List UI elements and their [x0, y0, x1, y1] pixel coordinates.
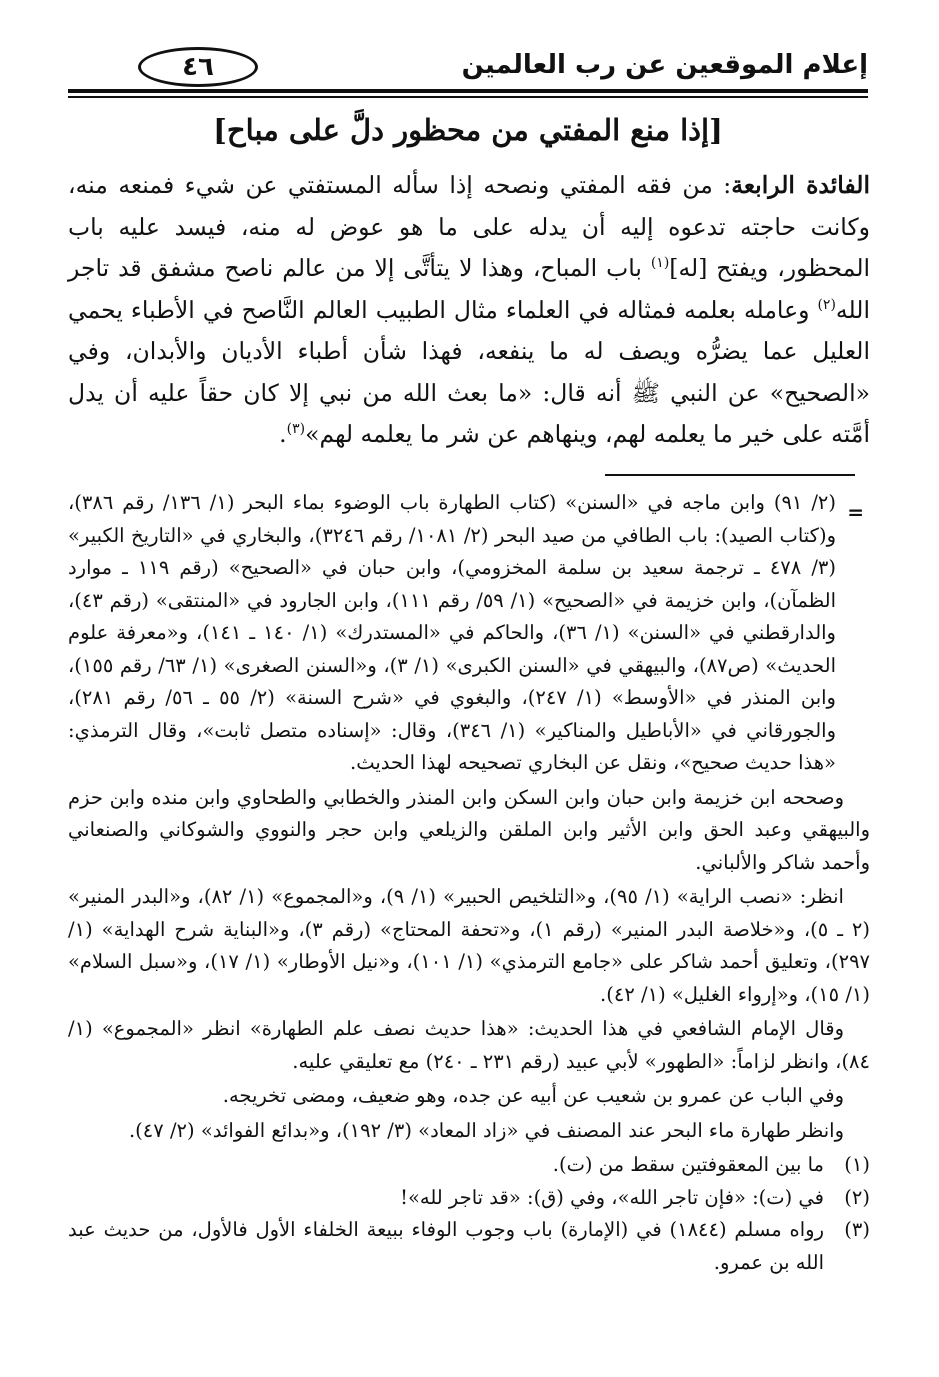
footnote-divider [605, 474, 855, 476]
footnote-ref-3: (٣) [286, 421, 306, 438]
footnote-item [68, 1182, 870, 1215]
header-rule-thin [68, 96, 868, 98]
footnote-item [68, 1149, 870, 1182]
footnote-text: رواه مسلم (١٨٤٤) في (الإمارة) باب وجوب الوفاء ببيعة الخلفاء الأول فالأول، من حديث عبد الله بن عمرو. [68, 1218, 825, 1274]
continuation-mark: = [847, 500, 864, 524]
footnote-number: (٣) [844, 1218, 870, 1241]
text-run: وعامله بعلمه فمثاله في العلماء مثال الطبيب العالم النَّاصح في الأطباء يحمي العليل عما يضرُّه ويصف له ما ينفعه، فهذا شأن أطباء الأديان والأبدان، وفي «الصحيح» عن النبي ﷺ أنه قال: «ما بعث الله من نبي إلا كان حقاً عليه أن يدل أمَّته على خير ما يعلمه لهم، وينهاهم عن شر ما يعلمه لهم» [68, 295, 870, 448]
note-paragraph: وفي الباب عن عمرو بن شعيب عن أبيه عن جده، وهو ضعيف، ومضى تخريجه. [222, 1084, 844, 1107]
footnotes-area [68, 487, 870, 1279]
note-paragraph: وقال الإمام الشافعي في هذا الحديث: «هذا حديث نصف علم الطهارة» انظر «المجموع» (١/ ٨٤)، وانظر لزاماً: «الطهور» لأبي عبيد (رقم ٢٣١ ـ ٢٤٠) مع تعليقي عليه. [68, 1017, 870, 1073]
text-run: : من فقه المفتي ونصحه إذا سأله المستفتي عن شيء فمنعه منه، وكانت حاجته تدعوه إليه أن يدله على ما هو عوض له منه، فيسد عليه باب المحظور، ويفتح [له] [68, 171, 871, 282]
footnote-text: في (ت): «فإن تاجر الله»، وفي (ق): «قد تاجر لله»! [400, 1185, 824, 1209]
footnote-text: ما بين المعقوفتين سقط من (ت). [552, 1153, 824, 1176]
text-run: باب المباح، وهذا لا يتأتَّى إلا من عالم ناصح مشفق قد تاجر الله [68, 254, 870, 324]
note-continued: (٢/ ٩١) وابن ماجه في «السنن» (كتاب الطهارة باب الوضوء بماء البحر (١/ ١٣٦/ رقم ٣٨٦)، و(كتاب الصيد): باب الطافي من صيد البحر (٢/ ١٠٨١/ رقم ٣٢٤٦)، والبخاري في «التاريخ الكبير» (٣/ ٤٧٨ ـ ترجمة سعيد بن سلمة المخزومي)، وابن حبان في «الصحيح» (رقم ١١٩ ـ موارد الظمآن)، وابن خزيمة في «الصحيح» (١/ ٥٩/ رقم ١١١)، وابن الجارود في «المنتقى» (رقم ٤٣)، والدارقطني في «السنن» (١/ ٣٦)، والحاكم في «المستدرك» (١/ ١٤٠ ـ ١٤١)، و«معرفة علوم الحديث» (ص٨٧)، والبيهقي في «السنن الكبرى» (١/ ٣)، و«السنن الصغرى» (١/ ٦٣/ رقم ١٥٥)، وابن المنذر في «الأوسط» (١/ ٢٤٧)، والبغوي في «شرح السنة» (٢/ ٥٥ ـ ٥٦/ رقم ٢٨١)، والجورقاني في «الأباطيل والمناكير» (١/ ٣٤٦)، وقال: «إسناده متصل ثابت»، وقال الترمذي: «هذا حديث صحيح»، ونقل عن البخاري تصحيحه لهذا الحديث. [68, 491, 836, 774]
footnote-number: (١) [844, 1153, 870, 1176]
page-header [68, 40, 868, 95]
book-title: إعلام الموقعين عن رب العالمين [461, 50, 868, 80]
footnote-ref-2: (٢) [817, 296, 836, 313]
footnote-item [68, 1214, 870, 1279]
section-title: [إذا منع المفتي من محظور دلَّ على مباح] [213, 113, 723, 147]
note-paragraph: انظر: «نصب الراية» (١/ ٩٥)، و«التلخيص الحبير» (١/ ٩)، و«المجموع» (١/ ٨٢)، و«البدر المنير» (٢ ـ ٥)، و«خلاصة البدر المنير» (رقم ١)، و«تحفة المحتاج» (رقم ٣)، و«البناية شرح الهداية» (١/ ٢٩٧)، وتعليق أحمد شاكر على «جامع الترمذي» (١/ ١٠١)، و«نيل الأوطار» (١/ ١٧)، و«سبل السلام» (١/ ١٥)، و«إرواء الغليل» (١/ ٤٢). [68, 885, 871, 1006]
header-rule-thick [68, 89, 868, 93]
note-paragraph: وانظر طهارة ماء البحر عند المصنف في «زاد المعاد» (٣/ ١٩٢)، و«بدائع الفوائد» (٢/ ٤٧). [128, 1118, 844, 1142]
main-paragraph [68, 165, 870, 456]
note-paragraph: وصححه ابن خزيمة وابن حبان وابن السكن وابن المنذر والخطابي والطحاوي وابن منده وابن حزم والبيهقي وعبد الحق وابن الأثير وابن الملقن والزيلعي وابن حجر والنووي والشوكاني والصنعاني وأحمد شاكر والألباني. [68, 785, 870, 874]
page-number: ٤٦ [138, 47, 258, 87]
lead-phrase: الفائدة الرابعة [731, 171, 870, 199]
footnote-number: (٢) [844, 1185, 870, 1209]
footnote-ref-1: (١) [650, 255, 670, 272]
paragraph [68, 165, 870, 456]
text-run: . [279, 420, 287, 448]
